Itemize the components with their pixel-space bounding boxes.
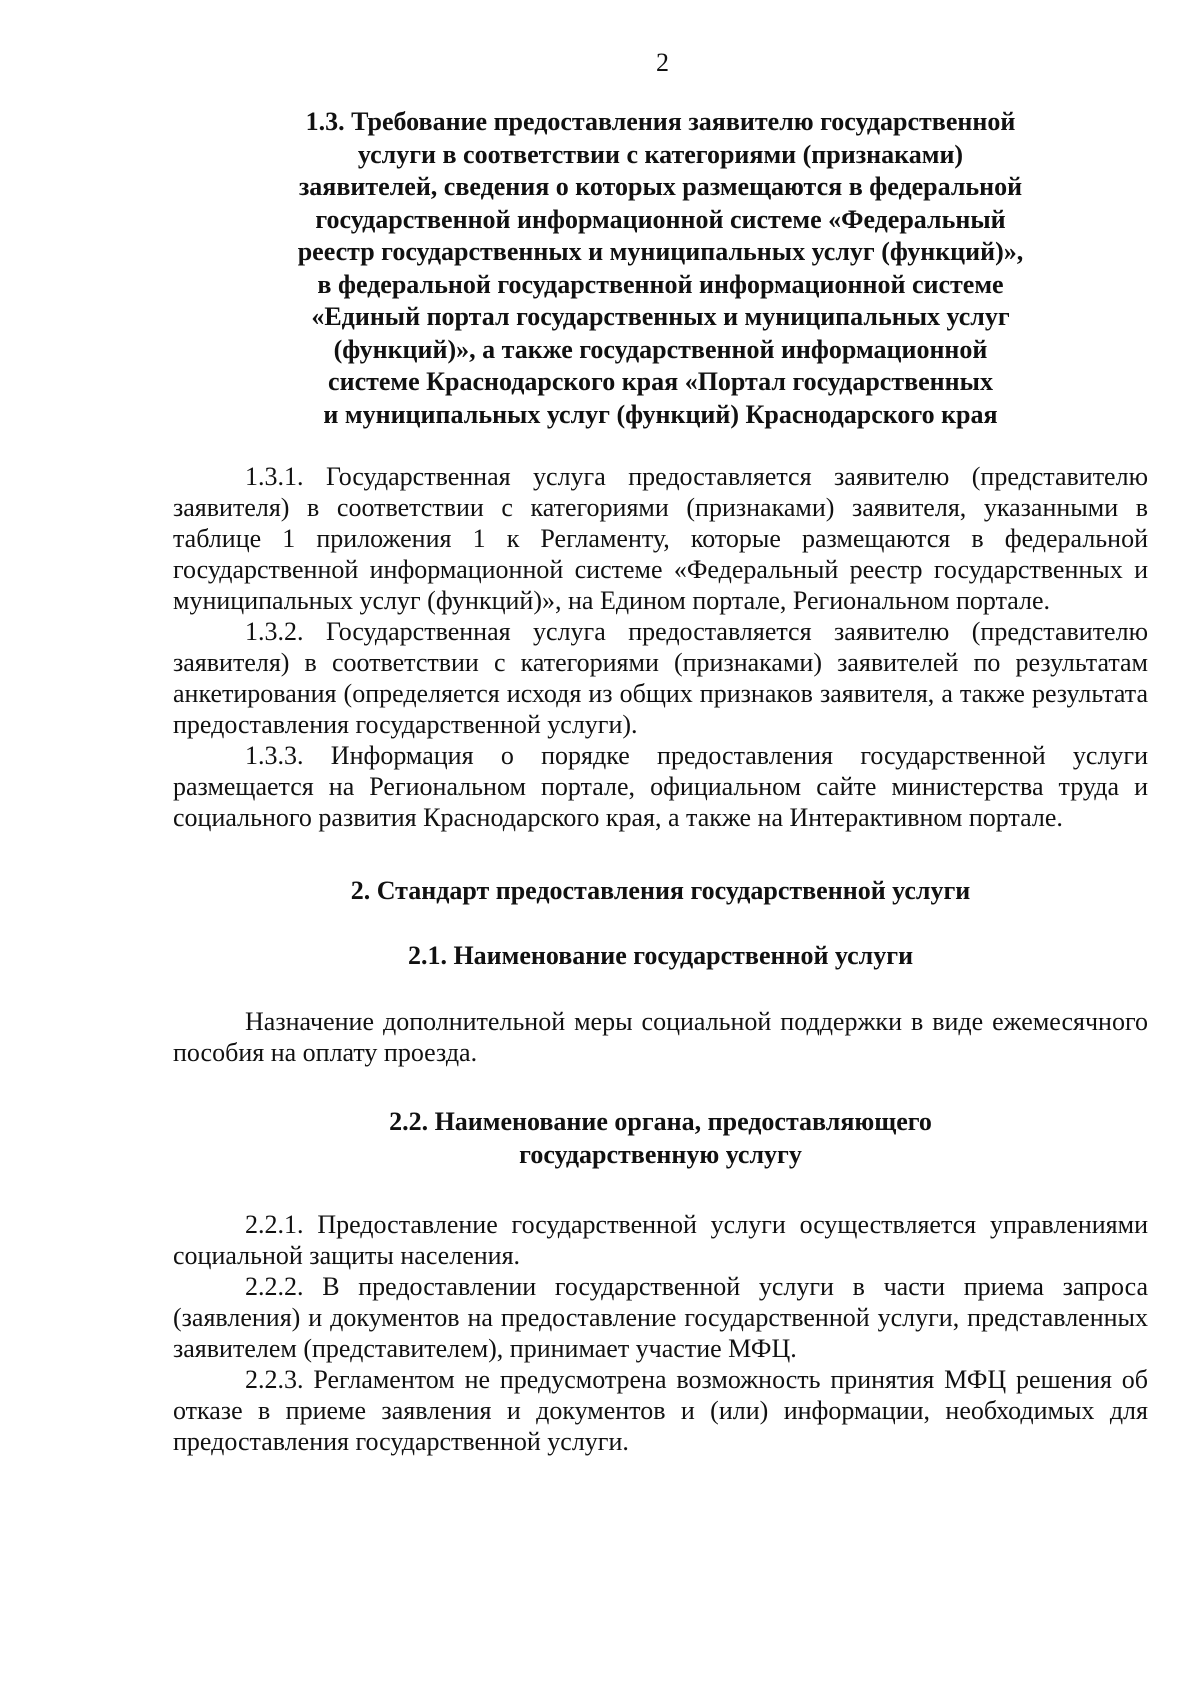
heading-line: системе Краснодарского края «Портал государственных [328,367,993,396]
paragraph-2-2-2: 2.2.2. В предоставлении государственной услуги в части приема запроса (заявления) и документов на предоставление государственной услуги, представленных заявителем (представителем), принимает участие МФЦ. [173,1272,1148,1363]
heading-line: (функций)», а также государственной информационной [333,334,988,364]
section-2-heading: 2. Стандарт предоставления государственной услуги [350,876,971,905]
heading-line: реестр государственных и муниципальных услуг (функций)», [297,237,1024,266]
paragraph-2-1: Назначение дополнительной меры социальной поддержки в виде ежемесячного пособия на оплату проезда. [173,1007,1148,1067]
heading-line: в федеральной государственной информационной системе [317,269,1004,299]
heading-line: и муниципальных услуг (функций) Краснодарского края [323,399,998,429]
section-2-2-heading [173,1106,1148,1171]
paragraph-1-3-3: 1.3.3. Информация о порядке предоставления государственной услуги размещается на Региональном портале, официальном сайте министерства труда и социального развития Краснодарского края, а также на Интерактивном портале. [173,741,1148,832]
section-2-1-heading: 2.1. Наименование государственной услуги [407,940,914,970]
heading-line: заявителей, сведения о которых размещаются в федеральной [298,172,1023,201]
document-body [173,106,1148,1457]
heading-line: государственную услугу [519,1139,802,1169]
heading-line: 1.3. Требование предоставления заявителю государственной [305,107,1016,136]
section-1-3-heading [173,106,1148,431]
paragraph-1-3-1: 1.3.1. Государственная услуга предоставляется заявителю (представителю заявителя) в соответствии с категориями (признаками) заявителя, указанными в таблице 1 приложения 1 к Регламенту, которые размещаются в федеральной государственной информационной системе «Федеральный реестр государственных и муниципальных услуг (функций)», на Едином портале, Региональном портале. [173,462,1148,615]
paragraph-1-3-2: 1.3.2. Государственная услуга предоставляется заявителю (представителю заявителя) в соответствии с категориями (признаками) заявителей по результатам анкетирования (определяется исходя из общих признаков заявителя, а также результата предоставления государственной услуги). [173,617,1148,739]
paragraph-2-2-3: 2.2.3. Регламентом не предусмотрена возможность принятия МФЦ решения об отказе в приеме заявления и документов и (или) информации, необходимых для предоставления государственной услуги. [173,1365,1148,1456]
heading-line: «Единый портал государственных и муниципальных услуг [311,302,1010,331]
heading-line: государственной информационной системе «Федеральный [315,204,1006,234]
paragraph-2-2-1: 2.2.1. Предоставление государственной услуги осуществляется управлениями социальной защиты населения. [173,1210,1148,1270]
heading-line: 2.2. Наименование органа, предоставляющего [389,1107,932,1136]
heading-line: услуги в соответствии с категориями (признаками) [357,139,964,169]
page-number: 2 [656,48,669,77]
